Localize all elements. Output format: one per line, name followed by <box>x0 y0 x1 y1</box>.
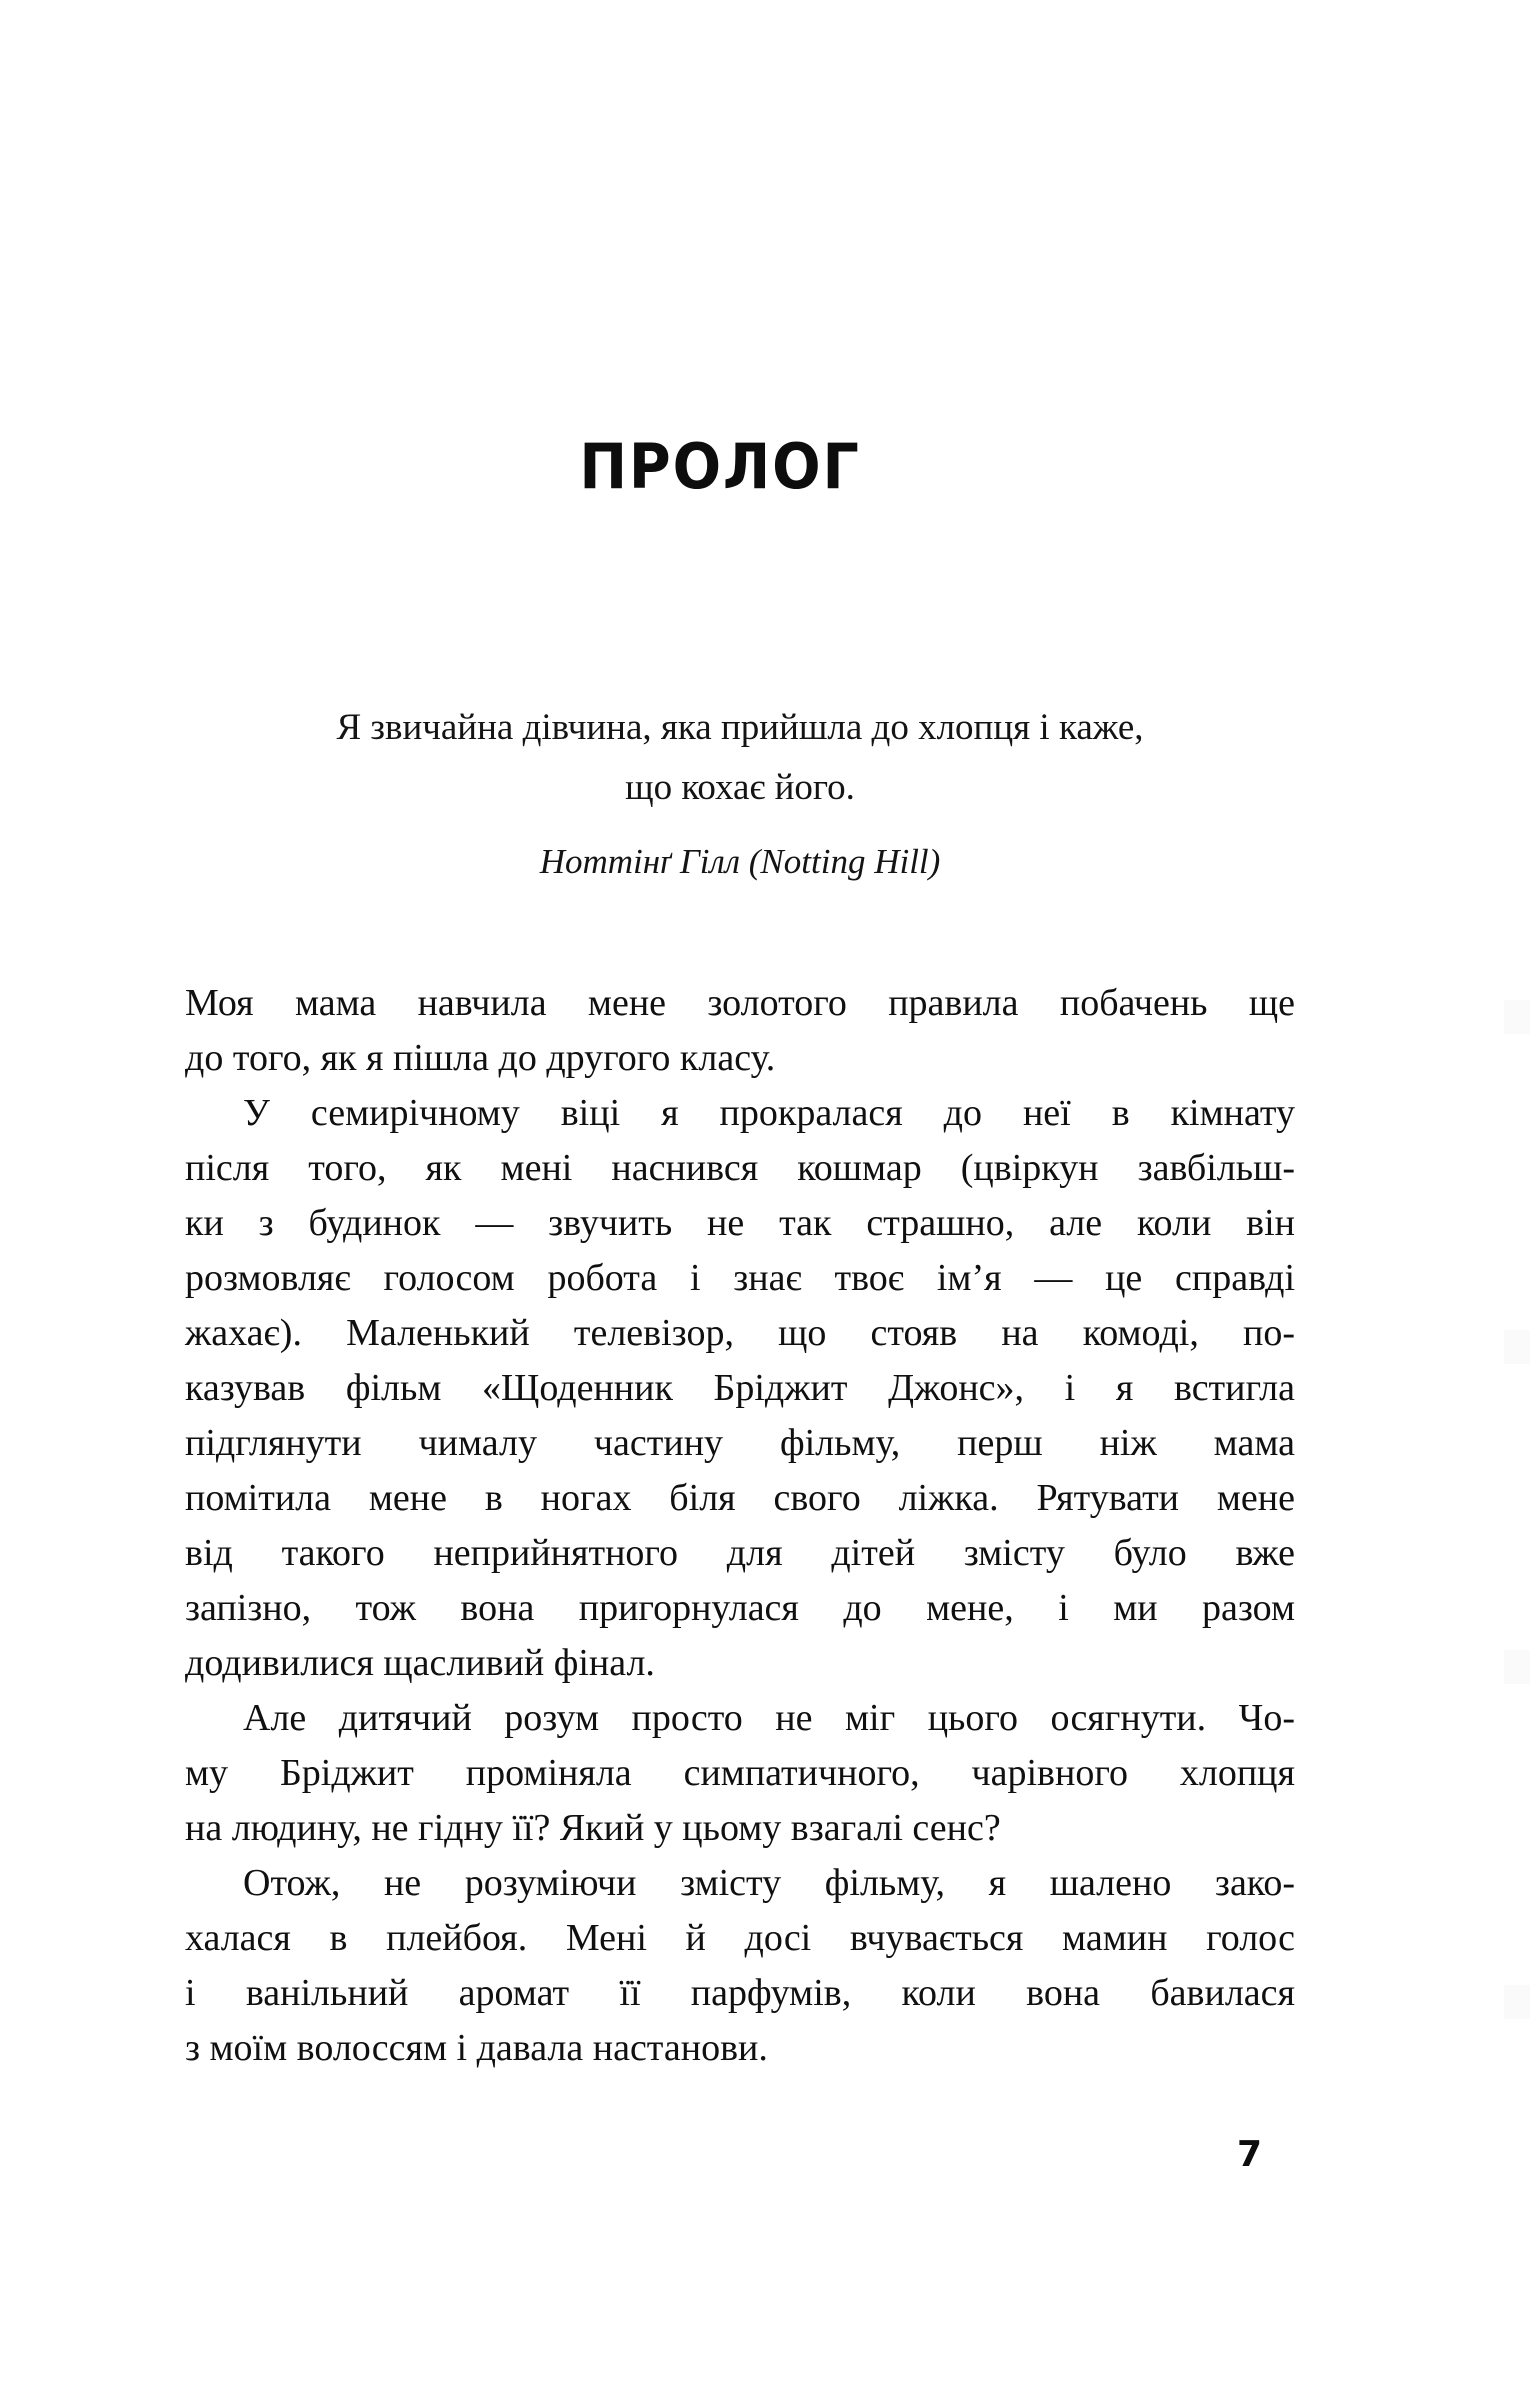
text-line: після того, як мені наснився кошмар (цвіркун завбільш- <box>185 1147 1295 1189</box>
paragraph <box>185 1856 1295 2076</box>
text-line: розмовляє голосом робота і знає твоє ім’я — це справді <box>185 1257 1295 1299</box>
text-line: додивилися щасливий фінал. <box>185 1642 655 1684</box>
text-line: казував фільм «Щоденник Бріджит Джонс», і я встигла <box>185 1367 1295 1409</box>
text-line: Моя мама навчила мене золотого правила побачень ще <box>185 982 1295 1024</box>
text-line: до того, як я пішла до другого класу. <box>185 1037 776 1079</box>
scan-artifact <box>1504 1650 1530 1684</box>
text-line: У семирічному віці я прокралася до неї в кімнату <box>243 1092 1295 1134</box>
epigraph-quote <box>185 698 1295 818</box>
text-line: і ванільний аромат її парфумів, коли вона бавилася <box>185 1972 1295 2014</box>
text-line: Але дитячий розум просто не міг цього осягнути. Чо- <box>243 1697 1295 1739</box>
text-line: на людину, не гідну її? Який у цьому взагалі сенс? <box>185 1807 1001 1849</box>
text-line: му Бріджит проміняла симпатичного, чарівного хлопця <box>185 1752 1295 1794</box>
text-line: запізно, тож вона пригорнулася до мене, і ми разом <box>185 1587 1295 1629</box>
page-number: 7 <box>1236 2134 1262 2175</box>
scan-artifact <box>1504 1330 1530 1364</box>
body-text <box>185 976 1295 2076</box>
epigraph-quote-line: Я звичайна дівчина, яка прийшла до хлопця і каже, <box>336 707 1144 748</box>
text-line: підглянути чималу частину фільму, перш ніж мама <box>185 1422 1295 1464</box>
epigraph-attribution: Ноттінґ Гілл (Notting Hill) <box>539 842 941 881</box>
paragraph <box>185 1691 1295 1856</box>
epigraph-quote-line: що кохає його. <box>625 767 855 808</box>
scan-artifact <box>1504 1985 1530 2019</box>
text-line: жахає). Маленький телевізор, що стояв на комоді, по- <box>185 1312 1295 1354</box>
epigraph <box>185 698 1295 890</box>
text-line: ки з будинок — звучить не так страшно, але коли він <box>185 1202 1295 1244</box>
chapter-title: ПРОЛОГ <box>579 430 861 503</box>
text-line: з моїм волоссям і давала настанови. <box>185 2027 768 2069</box>
scan-artifact <box>1504 1000 1530 1034</box>
text-line: Отож, не розуміючи змісту фільму, я шалено зако- <box>243 1862 1295 1904</box>
text-line: помітила мене в ногах біля свого ліжка. Рятувати мене <box>185 1477 1295 1519</box>
paragraph <box>185 1086 1295 1691</box>
text-line: халася в плейбоя. Мені й досі вчувається мамин голос <box>185 1917 1295 1959</box>
paragraph <box>185 976 1295 1086</box>
text-line: від такого неприйнятного для дітей змісту було вже <box>185 1532 1295 1574</box>
